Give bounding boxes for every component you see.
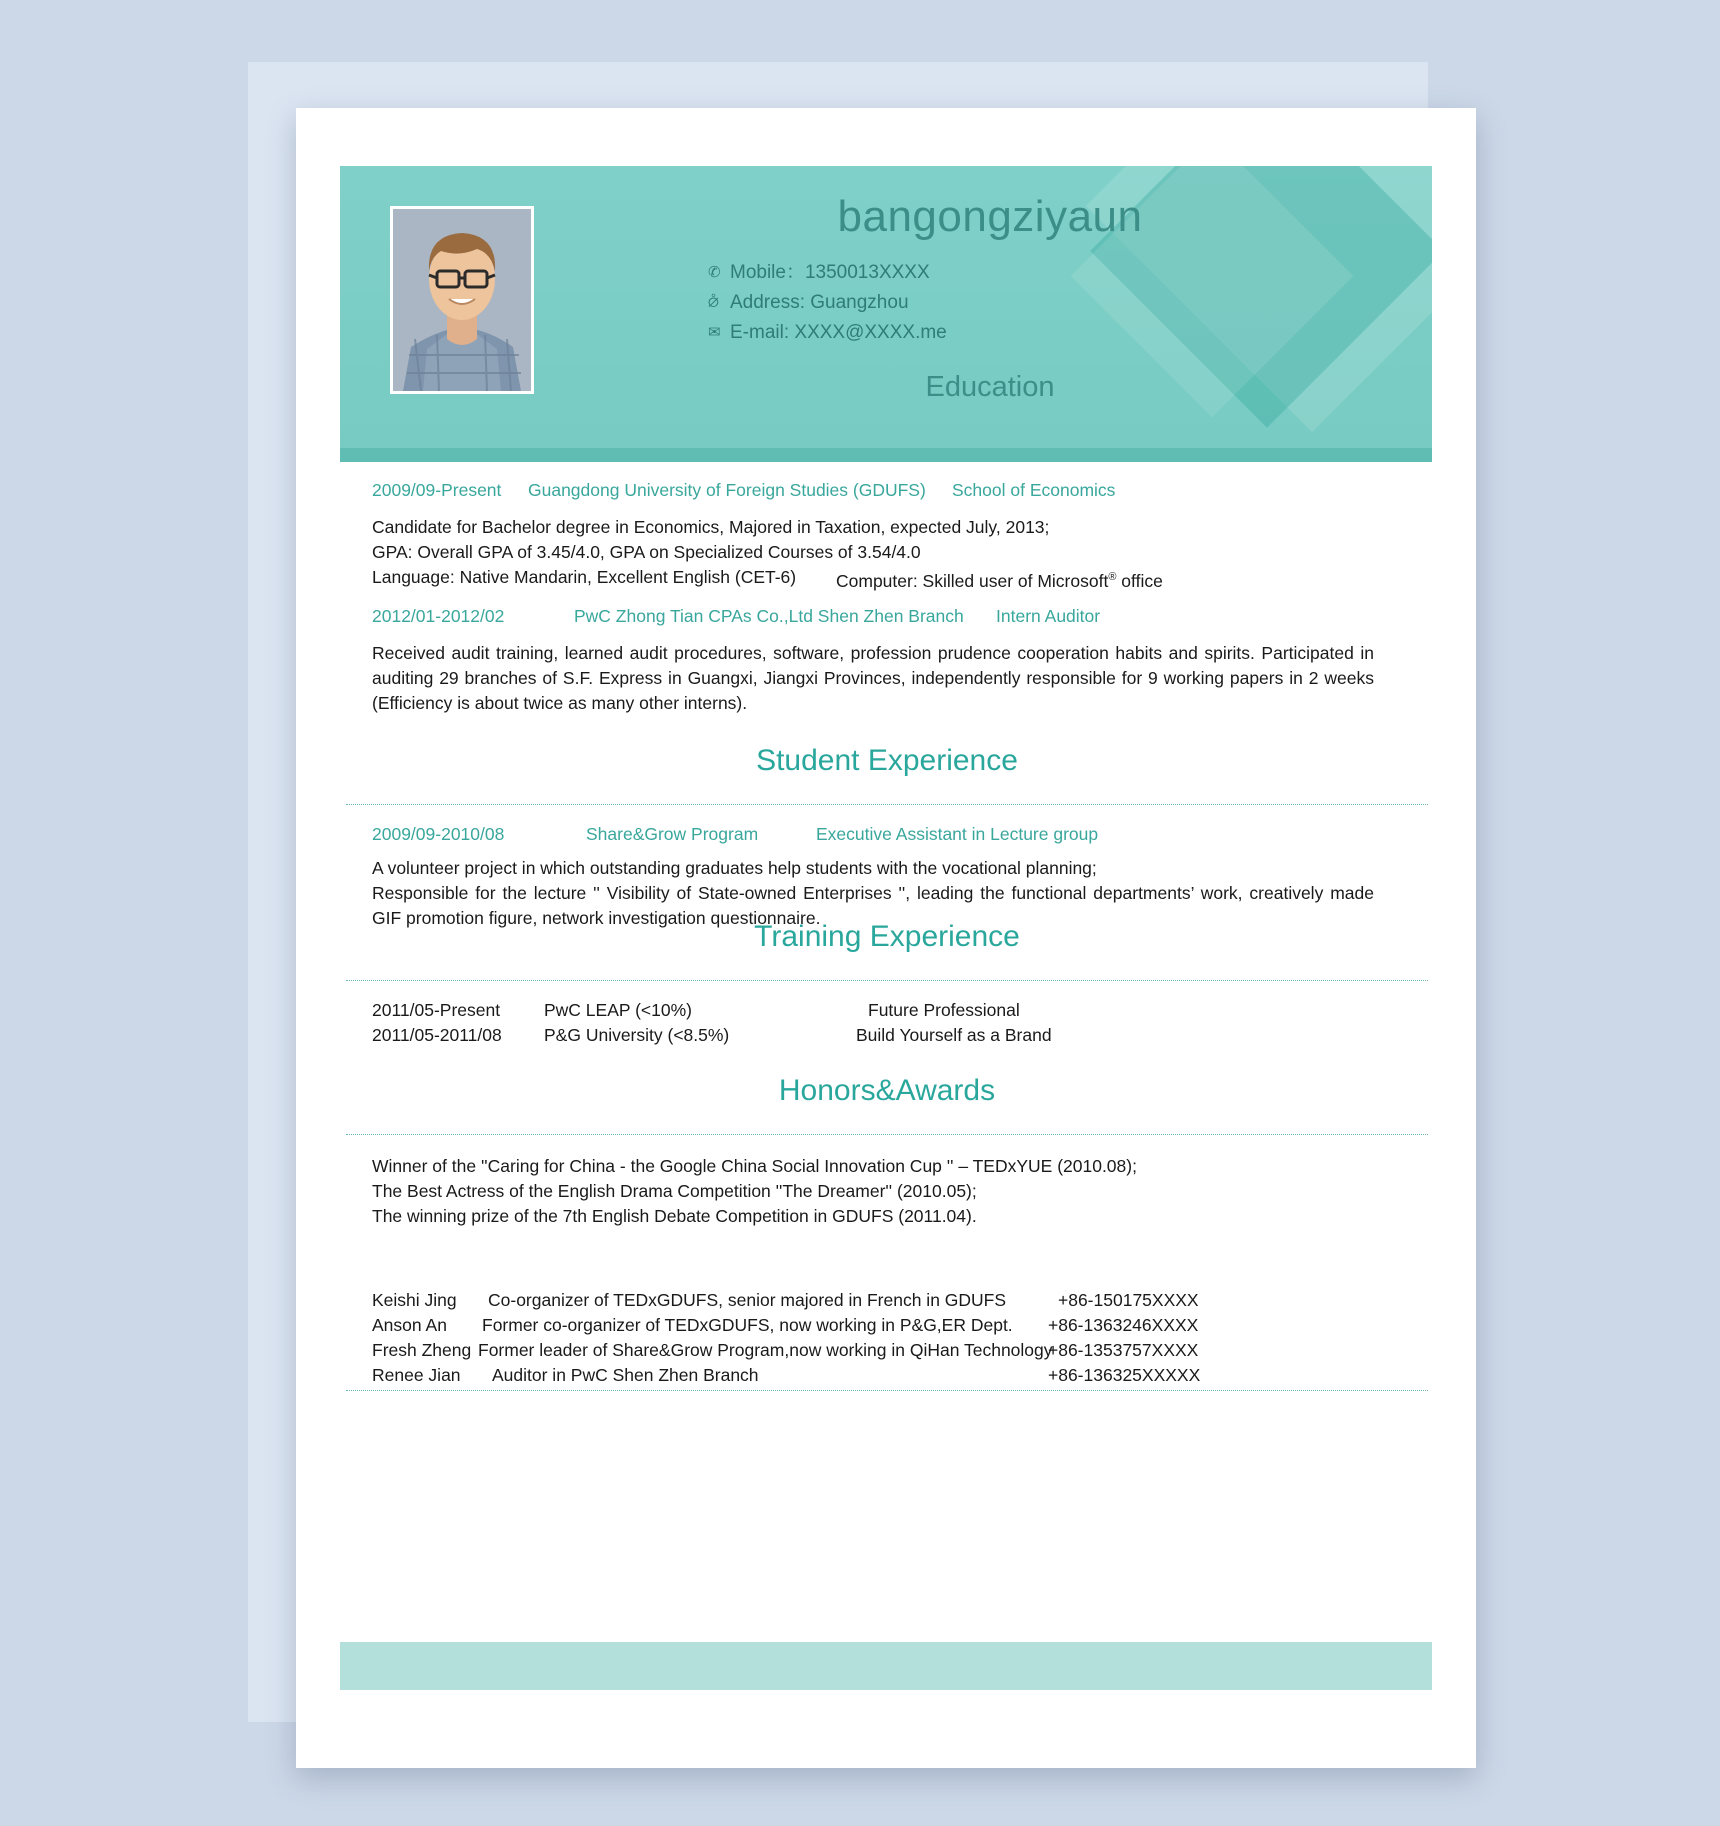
honors-line-2: The Best Actress of the English Drama Competition ''The Dreamer'' (2010.05);: [372, 1181, 977, 1201]
training-row-1-date: 2011/05-Present: [372, 1000, 501, 1020]
resume-page: [296, 108, 1476, 1768]
reference-row-1-name: Keishi Jing: [372, 1290, 457, 1310]
section-title-training-experience: Training Experience: [754, 920, 1020, 953]
reference-row-1-phone: +86-150175XXXX: [1058, 1290, 1199, 1310]
internship-body: Received audit training, learned audit procedures, software, profession prudence cooperation habits and spirits. Participated in auditing 29 branches of S.F. Express in Guangxi, Jiangxi Provinces, independently responsible for 9 working papers in 2 weeks (Efficiency is about twice as many other interns).: [372, 643, 1374, 713]
reference-row-3-desc: Former leader of Share&Grow Program,now working in QiHan Technology: [478, 1340, 1053, 1360]
reference-row-4-name: Renee Jian: [372, 1365, 461, 1385]
training-row-2-program: P&G University (<8.5%): [544, 1025, 730, 1045]
profile-photo: [390, 206, 534, 394]
internship-role: Intern Auditor: [996, 606, 1101, 626]
location-pin-icon: ⦲: [708, 294, 719, 311]
contact-row-address: [708, 288, 947, 318]
divider-training-experience: [346, 980, 1428, 981]
reference-row-2-phone: +86-1363246XXXX: [1048, 1315, 1199, 1335]
student-experience-date: 2009/09-2010/08: [372, 824, 505, 844]
training-row-1-program: PwC LEAP (<10%): [544, 1000, 693, 1020]
reference-row-4-phone: +86-136325XXXXX: [1048, 1365, 1201, 1385]
contact-mobile-text: Mobile：1350013XXXX: [730, 262, 930, 283]
honors-line-3: The winning prize of the 7th English Debate Competition in GDUFS (2011.04).: [372, 1206, 977, 1226]
internship-date: 2012/01-2012/02: [372, 606, 505, 626]
reference-row-2-desc: Former co-organizer of TEDxGDUFS, now working in P&G,ER Dept.: [482, 1315, 1013, 1335]
contact-row-mobile: [708, 258, 947, 288]
contact-row-email: [708, 318, 947, 348]
envelope-icon: ✉: [708, 324, 721, 341]
phone-icon: ✆: [708, 264, 721, 281]
reference-row-2-name: Anson An: [372, 1315, 447, 1335]
education-line-2: GPA: Overall GPA of 3.45/4.0, GPA on Specialized Courses of 3.54/4.0: [372, 542, 921, 562]
registered-mark: ®: [1108, 571, 1117, 583]
education-role: School of Economics: [952, 480, 1116, 500]
student-experience-line-2: Responsible for the lecture '' Visibility of State-owned Enterprises '', leading the functional departments’ work, creatively made GIF promotion figure, network investigation questionnaire.: [372, 883, 1374, 928]
honors-line-1: Winner of the ''Caring for China - the Google China Social Innovation Cup '' – TEDxYUE (2010.08);: [372, 1156, 1137, 1176]
resume-header: [340, 166, 1432, 448]
reference-row-3-phone: +86-1353757XXXX: [1048, 1340, 1199, 1360]
internship-organization: PwC Zhong Tian CPAs Co.,Ltd Shen Zhen Branch: [574, 606, 964, 626]
section-title-honors: Honors&Awards: [778, 1074, 996, 1107]
footer-accent-bar: [340, 1642, 1432, 1690]
divider-student-experience: [346, 804, 1428, 805]
education-computer-text: Computer: Skilled user of Microsoft: [836, 570, 1109, 591]
reference-row-4-desc: Auditor in PwC Shen Zhen Branch: [492, 1365, 759, 1385]
reference-row-1-desc: Co-organizer of TEDxGDUFS, senior majored in French in GDUFS: [488, 1290, 1007, 1310]
contact-email-text: E-mail: XXXX@XXXX.me: [730, 322, 947, 343]
education-line-3: Language: Native Mandarin, Excellent English (CET-6): [372, 567, 797, 587]
student-experience-organization: Share&Grow Program: [586, 824, 759, 844]
section-title-student-experience: Student Experience: [756, 744, 1018, 777]
training-row-2-topic: Build Yourself as a Brand: [856, 1025, 1052, 1045]
education-computer-line: [836, 565, 1356, 594]
section-title-education: Education: [925, 371, 1055, 403]
reference-row-3-name: Fresh Zheng: [372, 1340, 472, 1360]
education-line-1: Candidate for Bachelor degree in Economics, Majored in Taxation, expected July, 2013;: [372, 517, 1050, 537]
divider-references: [346, 1390, 1428, 1391]
education-organization: Guangdong University of Foreign Studies (GDUFS): [528, 480, 926, 500]
header-accent-bar: [340, 448, 1432, 462]
page-title: bangongziyaun: [837, 192, 1143, 241]
contact-address-text: Address: Guangzhou: [730, 292, 909, 313]
student-experience-role: Executive Assistant in Lecture group: [816, 824, 1099, 844]
education-date: 2009/09-Present: [372, 480, 502, 500]
training-row-1-topic: Future Professional: [868, 1000, 1020, 1020]
training-row-2-date: 2011/05-2011/08: [372, 1025, 502, 1045]
student-experience-line-1: A volunteer project in which outstanding graduates help students with the vocational planning;: [372, 858, 1097, 878]
contact-block: [708, 258, 947, 348]
education-computer-tail: office: [1116, 570, 1163, 591]
divider-honors: [346, 1134, 1428, 1135]
